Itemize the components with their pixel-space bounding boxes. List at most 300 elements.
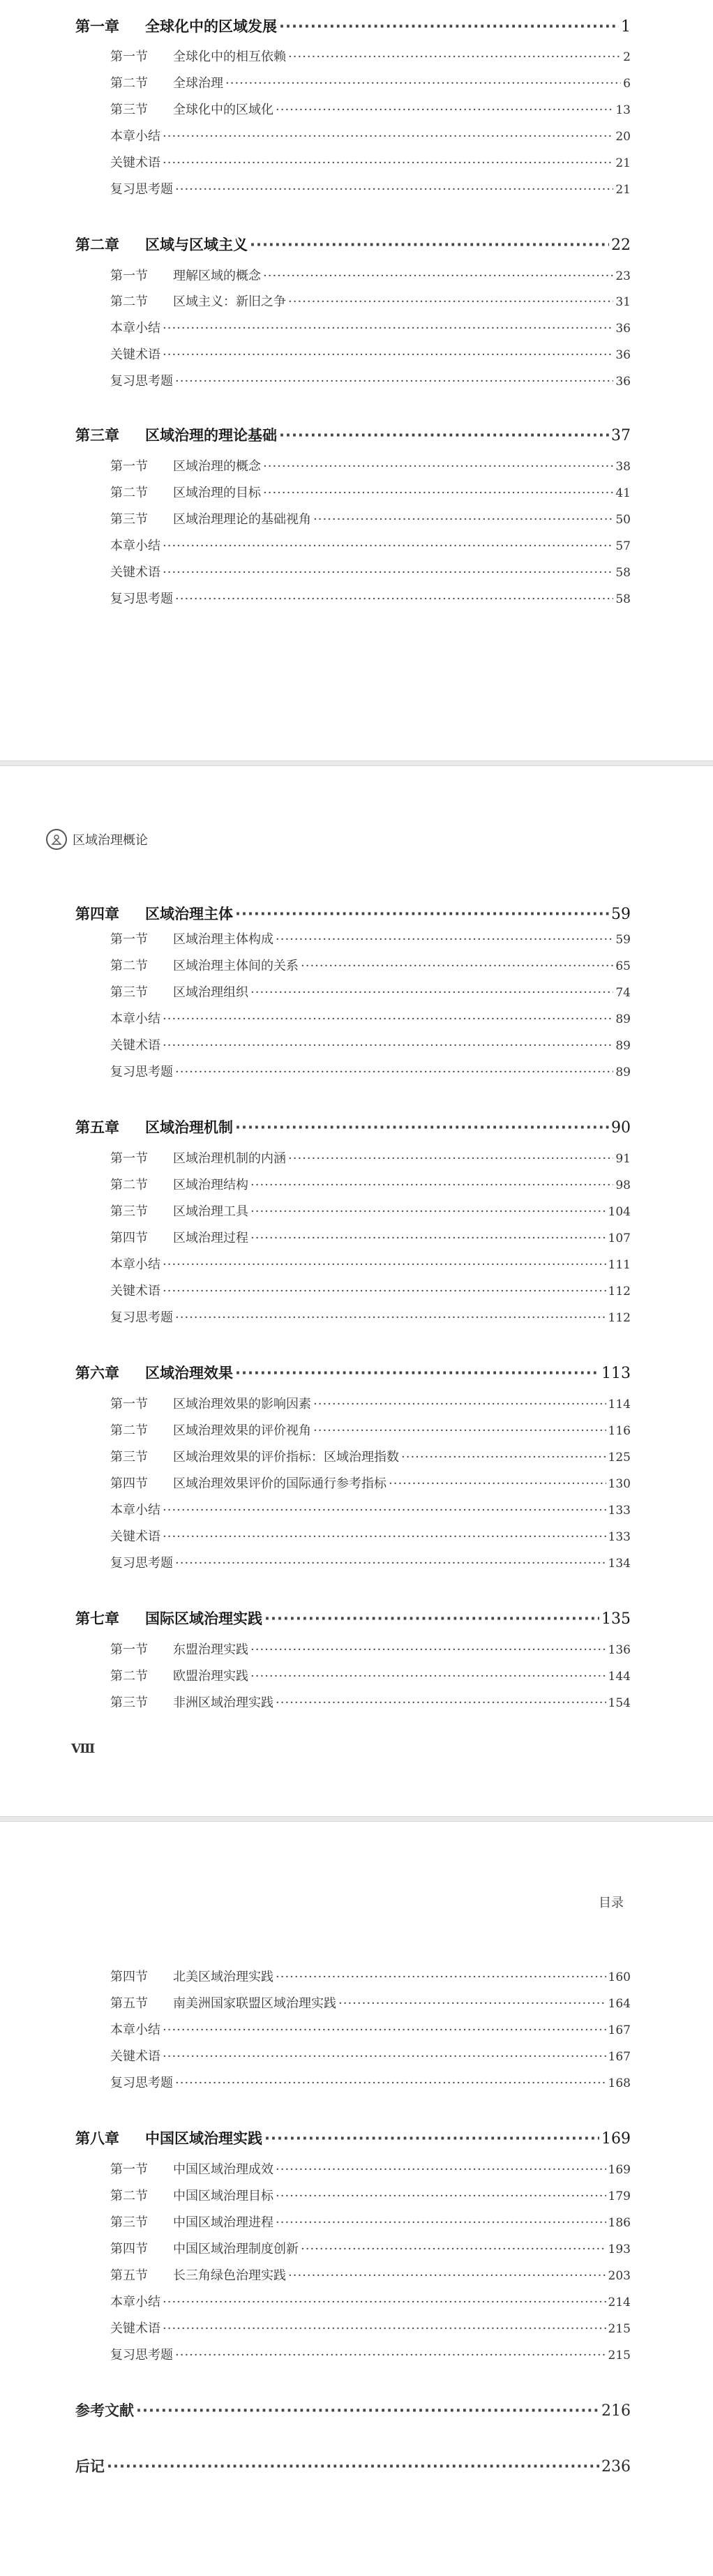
toc-page-number: 98 [615, 1178, 631, 1192]
toc-section-entry[interactable] [110, 956, 631, 974]
toc-entry-text: 本章小结 [110, 539, 160, 553]
toc-entry-title [110, 292, 286, 310]
toc-entry-text: 全球化中的相互依赖 [173, 50, 286, 64]
toc-entry-title [75, 2399, 134, 2420]
toc-section-entry[interactable] [110, 73, 631, 91]
toc-section-entry[interactable] [110, 1527, 631, 1545]
toc-page-number: 111 [608, 1258, 631, 1272]
toc-page-number: 36 [615, 348, 631, 362]
toc-leader-dots [175, 1310, 606, 1325]
toc-page-number: 112 [608, 1311, 631, 1325]
toc-page-number: 6 [623, 77, 631, 91]
toc-section-entry[interactable] [110, 47, 631, 65]
toc-section-entry[interactable] [110, 2159, 631, 2178]
toc-entry-text: 国际区域治理实践 [145, 1610, 262, 1627]
toc-leader-dots [264, 1610, 599, 1627]
toc-entry-text: 关键术语 [110, 565, 160, 580]
toc-page-number: 215 [608, 2322, 631, 2336]
toc-entry-number: 第二节 [110, 2189, 148, 2203]
toc-entry-text: 全球化中的区域化 [173, 103, 273, 117]
toc-entry-number: 第一节 [110, 459, 148, 474]
toc-entry-text: 复习思考题 [110, 2348, 173, 2362]
toc-entry-text: 复习思考题 [110, 182, 173, 197]
toc-entry-title [110, 1993, 336, 2012]
toc-section-entry[interactable] [110, 126, 631, 144]
toc-entry-title [75, 15, 277, 36]
toc-entry-text: 区域治理理论的基础视角 [173, 512, 311, 527]
toc-entry-title [110, 1201, 248, 1220]
toc-page-number: 215 [608, 2349, 631, 2362]
toc-leader-dots [389, 1476, 606, 1491]
toc-entry-text: 复习思考题 [110, 2076, 173, 2090]
toc-page-number: 1 [621, 18, 631, 36]
toc-backmatter-entry[interactable] [75, 2399, 631, 2420]
toc-entry-text: 关键术语 [110, 347, 160, 362]
toc-entry-text: 非洲区域治理实践 [173, 1695, 273, 1710]
toc-section-entry[interactable] [110, 1035, 631, 1054]
toc-leader-dots [276, 2215, 606, 2230]
toc-chapter-entry[interactable] [75, 2127, 631, 2148]
toc-page-number: 113 [601, 1365, 631, 1382]
toc-leader-dots [263, 459, 613, 474]
toc-leader-dots [288, 1151, 613, 1166]
toc-entry-text: 本章小结 [110, 321, 160, 336]
toc-section-entry[interactable] [110, 1500, 631, 1518]
toc-entry-title [110, 1281, 160, 1299]
toc-leader-dots [163, 2321, 606, 2336]
toc-section-entry[interactable] [110, 1009, 631, 1027]
toc-section-entry[interactable] [110, 1474, 631, 1492]
toc-section-entry[interactable] [110, 1394, 631, 1412]
toc-entry-title [110, 2046, 160, 2065]
toc-page-number: 168 [608, 2076, 631, 2090]
toc-entry-text: 区域治理机制 [145, 1119, 233, 1136]
toc-entry-text: 关键术语 [110, 2049, 160, 2064]
toc-section-entry[interactable] [110, 153, 631, 171]
toc-entry-title [110, 1640, 248, 1658]
toc-entry-number: 第二节 [110, 1423, 148, 1438]
toc-leader-dots [288, 2268, 606, 2283]
toc-entry-text: 东盟治理实践 [173, 1642, 248, 1657]
toc-entry-number: 第一节 [110, 269, 148, 283]
toc-leader-dots [276, 103, 613, 117]
toc-entry-title [110, 1967, 273, 1985]
toc-section-entry[interactable] [110, 2046, 631, 2065]
toc-page-2 [0, 766, 713, 1816]
toc-section-entry[interactable] [110, 1993, 631, 2012]
toc-entry-title [75, 1362, 233, 1383]
toc-entry-title [110, 371, 173, 389]
toc-entry-title [110, 126, 160, 144]
toc-entry-text: 中国区域治理制度创新 [173, 2242, 299, 2256]
toc-entry-number: 第六章 [75, 1365, 119, 1381]
toc-entry-number: 第四节 [110, 1476, 148, 1491]
toc-entry-title [110, 1228, 248, 1246]
toc-leader-dots [313, 512, 613, 527]
toc-entry-text: 长三角绿色治理实践 [173, 2268, 286, 2283]
toc-entry-title [110, 562, 160, 581]
toc-entry-number: 第一节 [110, 1397, 148, 1411]
toc-section-entry[interactable] [110, 345, 631, 363]
toc-entry-title [110, 1474, 386, 1492]
toc-entry-text: 关键术语 [110, 2321, 160, 2336]
toc-entry-title [110, 509, 311, 527]
toc-entry-number: 第一节 [110, 932, 148, 947]
toc-page-number: 133 [608, 1504, 631, 1518]
toc-page-number: 91 [615, 1152, 631, 1166]
toc-entry-number: 第七章 [75, 1610, 119, 1627]
toc-entry-text: 北美区域治理实践 [173, 1970, 273, 1984]
toc-leader-dots [163, 2049, 606, 2064]
toc-entry-text: 中国区域治理目标 [173, 2189, 273, 2203]
toc-entry-text: 本章小结 [110, 129, 160, 144]
toc-section-entry[interactable] [110, 179, 631, 197]
toc-leader-dots [235, 906, 609, 922]
toc-leader-dots [163, 2295, 606, 2309]
toc-entry-text: 关键术语 [110, 1529, 160, 1544]
toc-leader-dots [163, 129, 613, 144]
toc-entry-number: 第四节 [110, 1231, 148, 1245]
toc-leader-dots [313, 1397, 606, 1411]
toc-leader-dots [163, 2023, 606, 2037]
toc-entry-title [110, 266, 261, 284]
toc-entry-text: 全球治理 [173, 76, 223, 91]
toc-section-entry[interactable] [110, 509, 631, 527]
toc-leader-dots [163, 1284, 606, 1298]
toc-entry-text: 欧盟治理实践 [173, 1669, 248, 1684]
toc-section-entry[interactable] [110, 1308, 631, 1326]
toc-leader-dots [225, 76, 621, 91]
toc-entry-title [75, 2127, 262, 2148]
toc-entry-number: 第二节 [110, 1669, 148, 1684]
toc-page-number: 89 [615, 1039, 631, 1053]
toc-page-number: 59 [611, 906, 631, 923]
toc-entry-text: 区域治理主体构成 [173, 932, 273, 947]
toc-leader-dots [276, 2162, 606, 2177]
toc-leader-dots [175, 1556, 606, 1571]
toc-entry-text: 区域主义：新旧之争 [173, 294, 286, 309]
toc-entry-text: 关键术语 [110, 1038, 160, 1053]
toc-page-number: 13 [615, 103, 631, 117]
toc-entry-text: 区域治理的概念 [173, 459, 261, 474]
toc-entry-title [75, 1608, 262, 1628]
toc-entry-text: 后记 [75, 2458, 105, 2475]
toc-section-entry[interactable] [110, 1967, 631, 1985]
toc-entry-text: 理解区域的概念 [173, 269, 261, 283]
toc-chapter-entry[interactable] [75, 1116, 631, 1137]
toc-entry-text: 区域治理效果的影响因素 [173, 1397, 311, 1411]
toc-chapter-entry[interactable] [75, 903, 631, 924]
toc-entry-number: 第一章 [75, 18, 119, 35]
toc-leader-dots [279, 427, 609, 444]
toc-entry-text: 区域治理组织 [173, 985, 248, 1000]
toc-page-1 [0, 0, 713, 761]
toc-section-entry[interactable] [110, 1062, 631, 1080]
toc-section-entry[interactable] [110, 1640, 631, 1658]
toc-entry-title [110, 536, 160, 554]
toc-entry-text: 本章小结 [110, 2295, 160, 2309]
toc-leader-dots [288, 294, 613, 309]
toc-leader-dots [250, 1204, 606, 1219]
toc-entry-title [110, 179, 173, 197]
toc-page-number: 167 [608, 2050, 631, 2064]
toc-entry-text: 区域治理结构 [173, 1178, 248, 1192]
toc-entry-title [110, 1666, 248, 1684]
toc-page-number: 31 [615, 295, 631, 309]
toc-entry-text: 复习思考题 [110, 374, 173, 389]
toc-section-entry[interactable] [110, 1228, 631, 1246]
toc-page-number: 89 [615, 1012, 631, 1026]
toc-section-entry[interactable] [110, 2345, 631, 2363]
toc-section-entry[interactable] [110, 2239, 631, 2257]
toc-entry-title [110, 929, 273, 948]
toc-chapter-entry[interactable] [75, 1608, 631, 1628]
toc-chapter-entry[interactable] [75, 234, 631, 255]
toc-entry-text: 南美洲国家联盟区域治理实践 [173, 1996, 336, 2011]
toc-leader-dots [175, 182, 613, 197]
toc-section-entry[interactable] [110, 456, 631, 474]
toc-section-entry[interactable] [110, 266, 631, 284]
toc-entry-number: 第二节 [110, 294, 148, 309]
running-head [599, 1893, 624, 1911]
toc-entry-text: 全球化中的区域发展 [145, 18, 277, 35]
toc-entry-text: 区域治理主体间的关系 [173, 959, 299, 973]
toc-entry-title [110, 100, 273, 118]
toc-entry-title [110, 1553, 173, 1571]
toc-leader-dots [136, 2402, 599, 2419]
toc-leader-dots [250, 237, 609, 253]
toc-leader-dots [163, 565, 613, 580]
toc-page-number: 20 [615, 130, 631, 144]
toc-entry-title [110, 2212, 273, 2231]
toc-entry-title [110, 345, 160, 363]
toc-leader-dots [175, 592, 613, 606]
toc-entry-title [110, 1693, 273, 1711]
toc-page-number: 116 [608, 1424, 631, 1438]
toc-page-number: 107 [608, 1231, 631, 1245]
toc-entry-title [110, 1421, 311, 1439]
toc-entry-text: 中国区域治理实践 [145, 2130, 262, 2147]
toc-leader-dots [163, 539, 613, 553]
toc-entry-title [75, 903, 233, 924]
toc-page-number: 167 [608, 2023, 631, 2037]
toc-entry-title [110, 2239, 299, 2257]
toc-page-number: 130 [608, 1477, 631, 1491]
toc-entry-title [110, 1255, 160, 1273]
toc-leader-dots [401, 1450, 606, 1465]
toc-entry-number: 第五章 [75, 1119, 119, 1136]
toc-entry-title [75, 234, 248, 255]
toc-section-entry[interactable] [110, 1553, 631, 1571]
toc-entry-title [110, 956, 299, 974]
toc-leader-dots [263, 269, 613, 283]
page-folio: Ⅷ [71, 1742, 96, 1756]
toc-entry-text: 复习思考题 [110, 592, 173, 606]
book-logo-icon [46, 829, 67, 850]
toc-entry-title [110, 982, 248, 1001]
toc-section-entry[interactable] [110, 1447, 631, 1465]
toc-leader-dots [250, 1178, 613, 1192]
toc-page-number: 154 [608, 1696, 631, 1710]
toc-page-number: 169 [608, 2163, 631, 2177]
toc-leader-dots [288, 50, 621, 64]
toc-entry-text: 中国区域治理成效 [173, 2162, 273, 2177]
toc-entry-number: 第一节 [110, 1151, 148, 1166]
toc-entry-title [75, 424, 277, 445]
toc-page-number: 21 [615, 156, 631, 170]
toc-chapter-entry[interactable] [75, 424, 631, 445]
toc-page-number: 164 [608, 1997, 631, 2011]
toc-page-number: 36 [615, 322, 631, 336]
toc-page-number: 160 [608, 1970, 631, 1984]
toc-leader-dots [276, 2189, 606, 2203]
toc-section-entry[interactable] [110, 100, 631, 118]
toc-entry-number: 第四节 [110, 2242, 148, 2256]
toc-section-entry[interactable] [110, 483, 631, 501]
toc-section-entry[interactable] [110, 1421, 631, 1439]
toc-section-entry[interactable] [110, 2292, 631, 2310]
toc-entry-text: 本章小结 [110, 1257, 160, 1272]
toc-entry-number: 第三节 [110, 1204, 148, 1219]
toc-entry-title [110, 47, 286, 65]
toc-entry-number: 第三节 [110, 103, 148, 117]
toc-entry-number: 第二节 [110, 76, 148, 91]
toc-entry-title [110, 483, 261, 501]
toc-leader-dots [235, 1119, 609, 1136]
toc-section-entry[interactable] [110, 929, 631, 948]
toc-section-entry[interactable] [110, 1255, 631, 1273]
toc-entry-text: 区域治理的理论基础 [145, 427, 277, 444]
toc-page-number: 22 [611, 237, 631, 254]
toc-leader-dots [276, 1970, 606, 1984]
toc-entry-title [110, 1447, 399, 1465]
toc-section-entry[interactable] [110, 1175, 631, 1193]
toc-section-entry[interactable] [110, 2186, 631, 2204]
toc-chapter-entry[interactable] [75, 1362, 631, 1383]
toc-entry-number: 第二章 [75, 237, 119, 253]
toc-entry-text: 区域治理效果的评价指标：区域治理指数 [173, 1450, 399, 1465]
toc-section-entry[interactable] [110, 2073, 631, 2091]
toc-entry-title [110, 2292, 160, 2310]
toc-entry-title [110, 153, 160, 171]
toc-leader-dots [175, 2348, 606, 2362]
toc-entry-number: 第三节 [110, 1450, 148, 1465]
toc-leader-dots [301, 2242, 606, 2256]
toc-leader-dots [263, 486, 613, 500]
toc-section-entry[interactable] [110, 1148, 631, 1167]
toc-entry-number: 第八章 [75, 2130, 119, 2147]
toc-section-entry[interactable] [110, 1201, 631, 1220]
toc-entry-text: 本章小结 [110, 1503, 160, 1518]
toc-entry-text: 复习思考题 [110, 1310, 173, 1325]
toc-page-number: 38 [615, 460, 631, 474]
toc-section-entry[interactable] [110, 2319, 631, 2337]
toc-leader-dots [313, 1423, 606, 1438]
toc-entry-number: 第四章 [75, 906, 119, 922]
toc-entry-title [110, 2020, 160, 2038]
toc-page-number: 236 [601, 2458, 631, 2476]
toc-entry-title [110, 1500, 160, 1518]
toc-entry-text: 区域治理的目标 [173, 486, 261, 500]
toc-leader-dots [163, 1529, 606, 1544]
toc-entry-number: 第二节 [110, 1178, 148, 1192]
page-separator [0, 761, 713, 766]
toc-section-entry[interactable] [110, 318, 631, 336]
toc-section-entry[interactable] [110, 562, 631, 581]
toc-page-number: 136 [608, 1643, 631, 1657]
toc-chapter-entry[interactable] [75, 15, 631, 36]
toc-section-entry[interactable] [110, 2020, 631, 2038]
toc-leader-dots [250, 1231, 606, 1245]
toc-section-entry[interactable] [110, 371, 631, 389]
toc-entry-title [110, 456, 261, 474]
toc-leader-dots [163, 347, 613, 362]
running-head-title: 目录 [599, 1896, 624, 1910]
toc-entry-title [110, 1062, 173, 1080]
toc-page-number: 90 [611, 1119, 631, 1137]
toc-leader-dots [163, 1012, 613, 1026]
toc-leader-dots [163, 156, 613, 170]
toc-leader-dots [175, 1065, 613, 1079]
toc-section-entry[interactable] [110, 1281, 631, 1299]
toc-section-entry[interactable] [110, 2266, 631, 2284]
toc-page-number: 193 [608, 2242, 631, 2256]
toc-page-number: 144 [608, 1670, 631, 1684]
toc-entry-title [110, 1308, 173, 1326]
toc-entry-title [75, 2455, 105, 2476]
toc-entry-title [110, 2266, 286, 2284]
toc-leader-dots [276, 1695, 606, 1710]
toc-entry-number: 第三节 [110, 512, 148, 527]
toc-leader-dots [163, 1257, 606, 1272]
toc-page-3 [0, 1822, 713, 2576]
toc-section-entry[interactable] [110, 2212, 631, 2231]
toc-page-number: 57 [615, 539, 631, 553]
toc-leader-dots [107, 2458, 599, 2475]
toc-entry-title [110, 2073, 173, 2091]
toc-entry-text: 关键术语 [110, 156, 160, 170]
toc-entry-title [110, 589, 173, 607]
toc-page-number: 104 [608, 1205, 631, 1219]
toc-section-entry[interactable] [110, 982, 631, 1001]
toc-entry-text: 区域治理主体 [145, 906, 233, 922]
toc-leader-dots [250, 1669, 606, 1684]
toc-entry-title [110, 318, 160, 336]
toc-section-entry[interactable] [110, 1666, 631, 1684]
toc-entry-number: 第一节 [110, 50, 148, 64]
toc-page-number: 169 [601, 2130, 631, 2148]
book-emblem-icon [50, 833, 63, 846]
toc-backmatter-entry[interactable] [75, 2455, 631, 2476]
toc-entry-number: 第五节 [110, 2268, 148, 2283]
toc-page-number: 216 [601, 2402, 631, 2420]
toc-leader-dots [250, 985, 613, 1000]
toc-entry-text: 复习思考题 [110, 1065, 173, 1079]
toc-entry-text: 区域治理工具 [173, 1204, 248, 1219]
toc-section-entry[interactable] [110, 1693, 631, 1711]
toc-section-entry[interactable] [110, 589, 631, 607]
toc-page-number: 41 [615, 486, 631, 500]
toc-page-number: 203 [608, 2269, 631, 2283]
toc-section-entry[interactable] [110, 292, 631, 310]
toc-entry-title [110, 2319, 160, 2337]
toc-entry-title [110, 1148, 286, 1167]
toc-section-entry[interactable] [110, 536, 631, 554]
toc-entry-text: 区域治理效果评价的国际通行参考指标 [173, 1476, 386, 1491]
toc-entry-number: 第二节 [110, 486, 148, 500]
toc-leader-dots [301, 959, 613, 973]
toc-entry-text: 区域治理效果的评价视角 [173, 1423, 311, 1438]
